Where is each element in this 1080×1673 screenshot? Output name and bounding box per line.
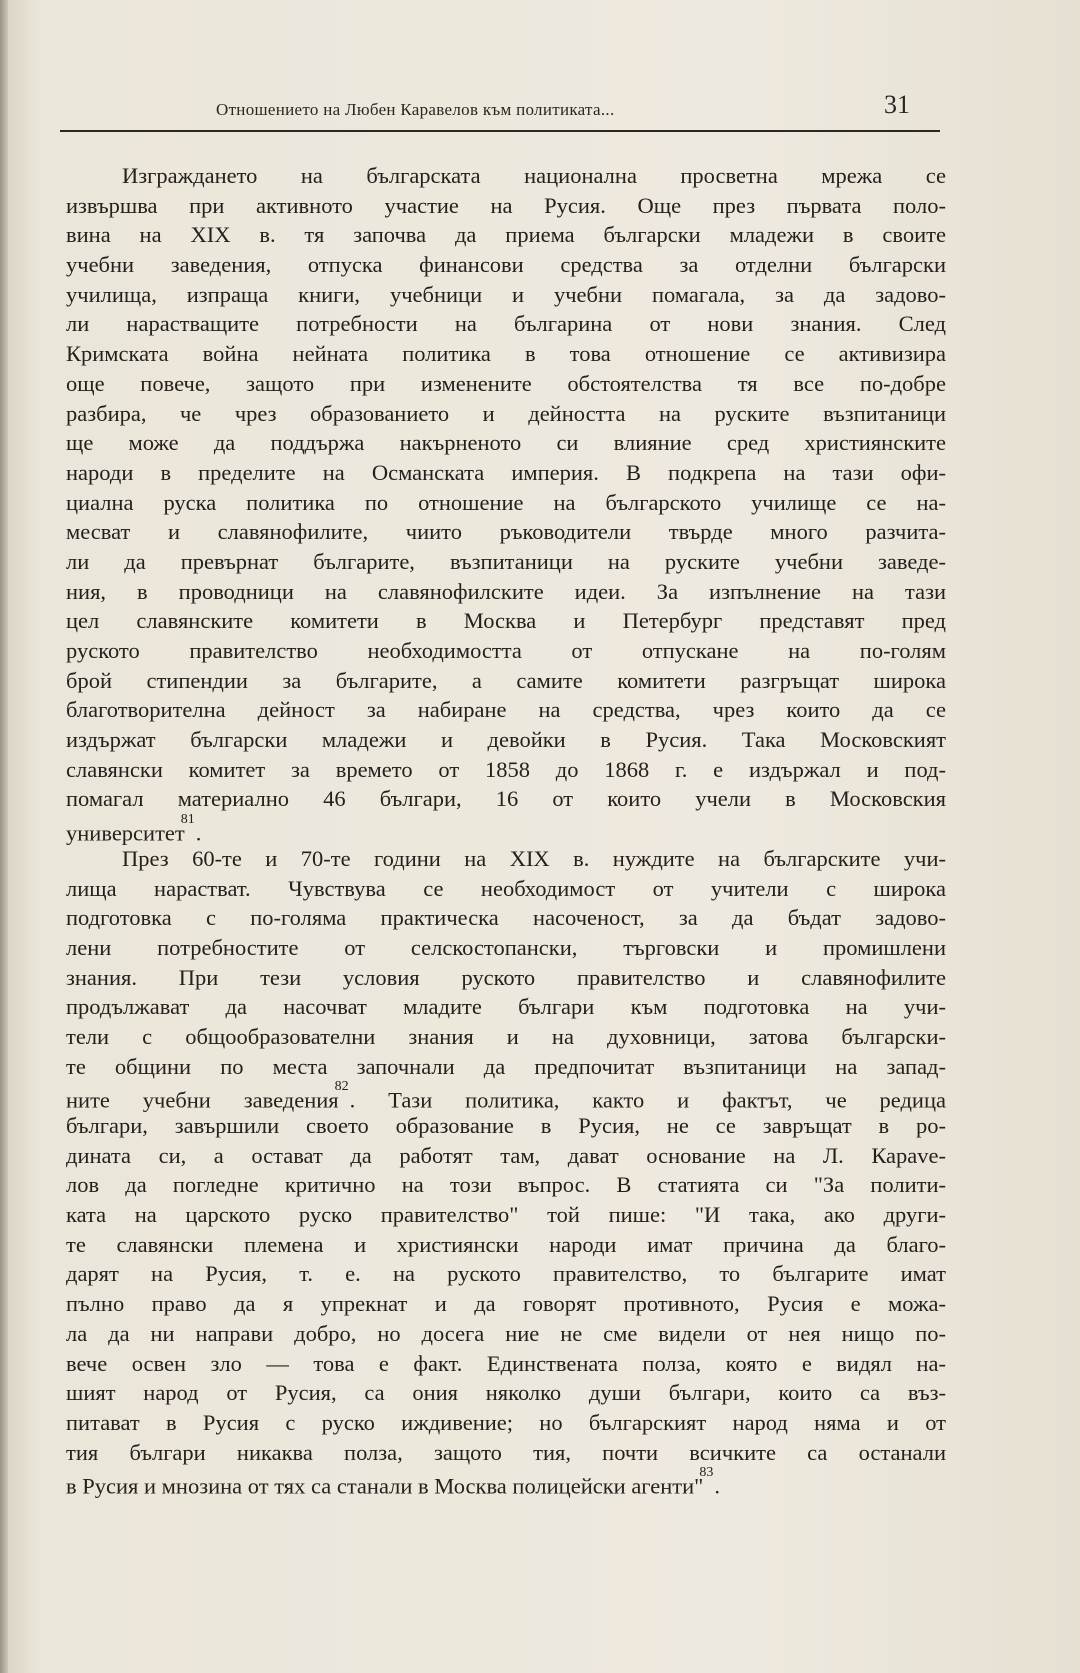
text-line: циална руска политика по отношение на българското училище се на- — [66, 489, 946, 515]
text-line: ли да превърнат българите, възпитаници на руските учебни заведе- — [66, 548, 946, 574]
line-text: ните учебни заведения — [66, 1087, 339, 1113]
text-line: питават в Русия с руско иждивение; но българският народ няма и от — [66, 1409, 946, 1435]
text-line: лища нарастват. Чувствува се необходимост от учители с широка — [66, 875, 946, 901]
text-line: ката на царското руско правителство" той пише: "И така, ако други- — [66, 1202, 946, 1228]
text-line: тели с общообразователни знания и на духовници, затова български- — [66, 1023, 946, 1049]
line-text: университет — [66, 820, 185, 846]
text-line: През 60-те и 70-те години на XIX в. нуждите на българските учи- — [122, 845, 946, 871]
text-line: шият народ от Русия, са ония няколко души българи, които са въз- — [66, 1380, 946, 1406]
page-number: 31 — [884, 90, 910, 119]
text-line: дината си, а остават да работят там, дават основание на Л. Карave- — [66, 1142, 946, 1168]
text-line: извършва при активното участие на Русия. Още през първата поло- — [66, 192, 946, 218]
text-line — [66, 1081, 946, 1111]
spine-shadow — [0, 0, 8, 1673]
footnote-ref-81[interactable]: 81 — [180, 812, 195, 828]
text-line: училища, изпраща книги, учебници и учебни помагала, за да задово- — [66, 281, 946, 307]
text-line: ли нарастващите потребности на българина от нови знания. След — [66, 311, 946, 337]
text-line: лов да погледне критично на този въпрос. В статията си "За полити- — [66, 1172, 946, 1198]
text-line: те славянски племена и християнски народи имат причина да благо- — [66, 1231, 946, 1257]
text-line: продължават да насочват младите българи към подготовка на учи- — [66, 994, 946, 1020]
body-text — [66, 161, 946, 1497]
text-line: пълно право да я упрекнат и да говорят противното, Русия е можа- — [66, 1291, 946, 1317]
text-line: народи в пределите на Османската империя. В подкрепа на тази офи- — [66, 459, 946, 485]
footnote-ref-83[interactable]: 83 — [699, 1465, 714, 1481]
footnote-ref-82[interactable]: 82 — [334, 1079, 349, 1095]
running-title: Отношението на Любен Каравелов към политиката... — [216, 100, 615, 119]
paragraph-1 — [66, 161, 946, 844]
text-line — [66, 814, 946, 844]
text-line: още повече, защото при изменените обстоятелства тя все по-добре — [66, 370, 946, 396]
text-line: учебни заведения, отпуска финансови средства за отделни български — [66, 252, 946, 278]
text-line: подготовка с по-голяма практическа насоченост, за да бъдат задово- — [66, 905, 946, 931]
text-line: месват и славянофилите, чиито ръководители твърде много разчита- — [66, 519, 946, 545]
text-line: българи, завършили своето образование в Русия, не се завръщат в ро- — [66, 1113, 946, 1138]
text-line: благотворителна дейност за набиране на средства, чрез които да се — [66, 697, 946, 723]
text-line: знания. При тези условия руското правителство и славянофилите — [66, 964, 946, 990]
text-line — [66, 1467, 946, 1497]
text-line: издържат български младежи и девойки в Русия. Така Московският — [66, 727, 946, 753]
text-line: вина на XIX в. тя започва да приема български младежи в своите — [66, 222, 946, 248]
text-line: дарят на Русия, т. е. на руското правителство, то българите имат — [66, 1261, 946, 1287]
text-line: тия българи никаква полза, защото тия, почти всичките са останали — [66, 1439, 946, 1465]
text-line: руското правителство необходимостта от отпускане на по-голям — [66, 638, 946, 663]
text-line: брой стипендии за българите, а самите комитети разгръщат широка — [66, 667, 946, 693]
line-text: . Тази политика, както и фактът, че редица — [349, 1087, 946, 1113]
text-line: ния, в проводници на славянофилските идеи. За изпълнение на тази — [66, 578, 946, 604]
running-header — [60, 88, 940, 132]
text-line: помагал материално 46 българи, 16 от които учели в Московския — [66, 786, 946, 812]
line-end: . — [714, 1473, 720, 1499]
text-line: лени потребностите от селскостопански, търговски и промишлени — [66, 934, 946, 960]
paragraph-2 — [66, 844, 946, 1497]
text-line: разбира, че чрез образованието и дейността на руските възпитаници — [66, 400, 946, 426]
text-line: цел славянските комитети в Москва и Петербург представят пред — [66, 608, 946, 634]
line-text: в Русия и мнозина от тях са станали в Москва полицейски агенти" — [66, 1473, 704, 1499]
text-line: ла да ни направи добро, но досега ние не сме видели от нея нищо по- — [66, 1320, 946, 1346]
text-line: вече освен зло — това е факт. Единствената полза, която е видял на- — [66, 1350, 946, 1376]
text-line: Кримската война нейната политика в това отношение се активизира — [66, 341, 946, 367]
text-line: ще може да поддържа накърненото си влияние сред християнските — [66, 430, 946, 456]
text-line: те общини по места започнали да предпочитат възпитаници на запад- — [66, 1053, 946, 1079]
text-line: славянски комитет за времето от 1858 до 1868 г. е издържал и под- — [66, 756, 946, 782]
line-end: . — [195, 820, 202, 846]
text-line: Изграждането на българската национална просветна мрежа се — [122, 163, 946, 188]
